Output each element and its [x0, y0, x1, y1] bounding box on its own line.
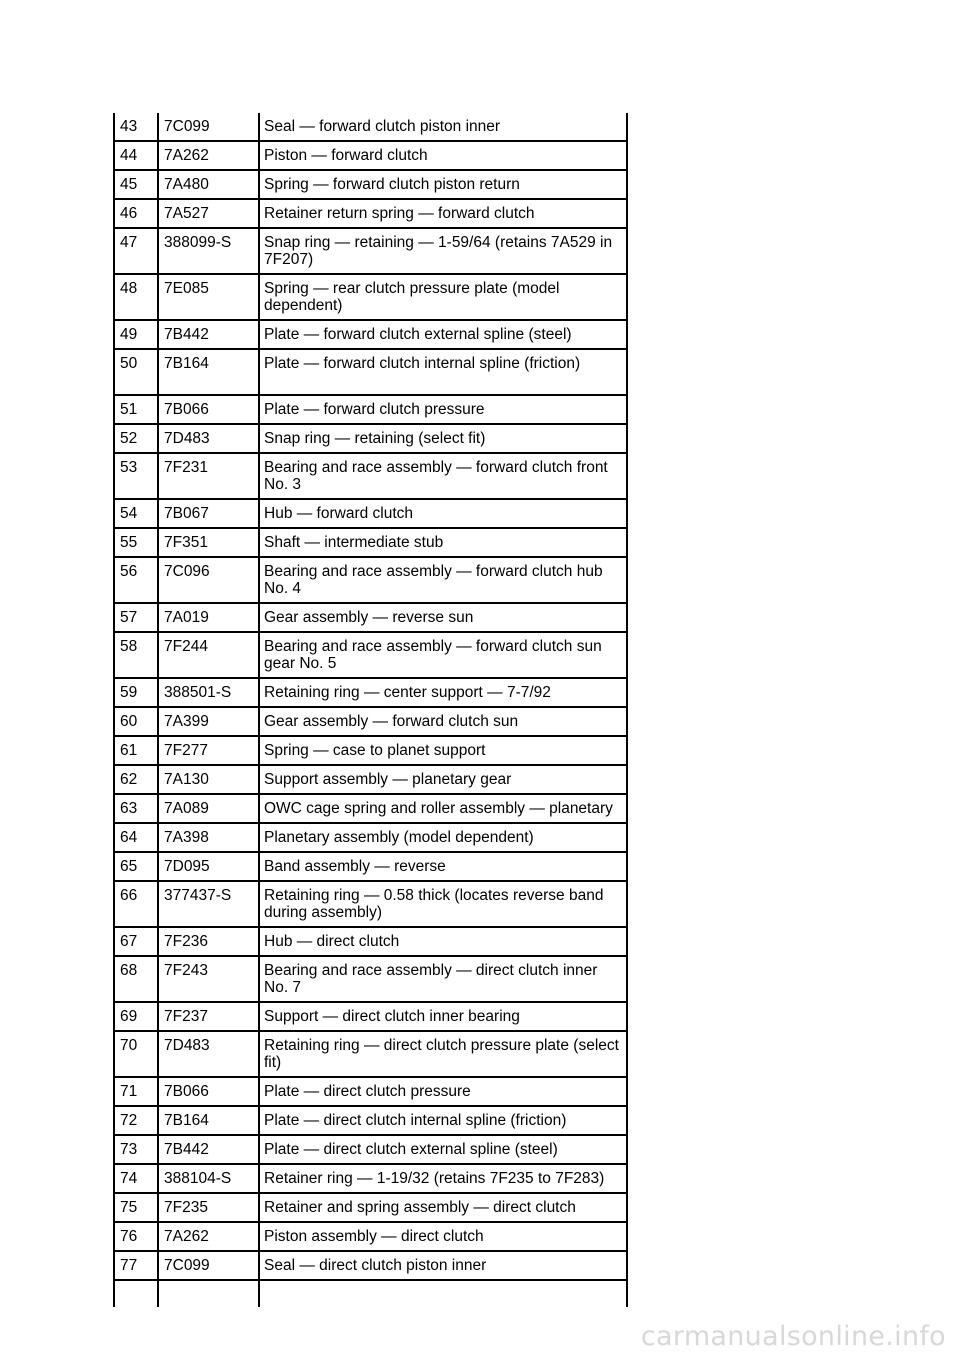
- part-number-cell: 7D095: [158, 852, 259, 881]
- part-number-cell: 7E085: [158, 274, 259, 320]
- part-number-cell: 7B442: [158, 320, 259, 349]
- part-number-cell: 7A527: [158, 199, 259, 228]
- part-number-cell: 7A089: [158, 794, 259, 823]
- description-cell: Seal — direct clutch piston inner: [259, 1251, 627, 1280]
- table-row: [114, 557, 627, 603]
- part-number-cell: 7B164: [158, 349, 259, 395]
- item-number-cell: 70: [114, 1031, 158, 1077]
- table-row: [114, 1222, 627, 1251]
- table-row: [114, 956, 627, 1002]
- part-number-cell: 7F236: [158, 927, 259, 956]
- table-row: [114, 823, 627, 852]
- table-row: [114, 852, 627, 881]
- part-number-cell: 7C096: [158, 557, 259, 603]
- item-number-cell: 73: [114, 1135, 158, 1164]
- table-row: [114, 424, 627, 453]
- table-row: [114, 678, 627, 707]
- item-number-cell: 72: [114, 1106, 158, 1135]
- item-number-cell: 58: [114, 632, 158, 678]
- item-number-cell: 68: [114, 956, 158, 1002]
- table-row: [114, 320, 627, 349]
- description-cell: Bearing and race assembly — forward clutch hub No. 4: [259, 557, 627, 603]
- part-number-cell: 7B066: [158, 395, 259, 424]
- item-number-cell: 64: [114, 823, 158, 852]
- site-watermark: carmanualsonline.info: [640, 1321, 946, 1352]
- table-row: [114, 765, 627, 794]
- table-row: [114, 453, 627, 499]
- description-cell: Retainer ring — 1-19/32 (retains 7F235 to 7F283): [259, 1164, 627, 1193]
- empty-cell: [114, 1280, 158, 1307]
- item-number-cell: 63: [114, 794, 158, 823]
- table-row: [114, 141, 627, 170]
- description-cell: Retaining ring — center support — 7-7/92: [259, 678, 627, 707]
- table-row: [114, 113, 627, 141]
- item-number-cell: 49: [114, 320, 158, 349]
- description-cell: Spring — case to planet support: [259, 736, 627, 765]
- empty-cell: [259, 1280, 627, 1307]
- description-cell: Planetary assembly (model dependent): [259, 823, 627, 852]
- description-cell: OWC cage spring and roller assembly — planetary: [259, 794, 627, 823]
- item-number-cell: 52: [114, 424, 158, 453]
- part-number-cell: 7A130: [158, 765, 259, 794]
- part-number-cell: 7A262: [158, 1222, 259, 1251]
- part-number-cell: 7A019: [158, 603, 259, 632]
- part-number-cell: 7D483: [158, 1031, 259, 1077]
- table-row: [114, 1251, 627, 1280]
- table-row: [114, 1077, 627, 1106]
- description-cell: Retaining ring — direct clutch pressure plate (select fit): [259, 1031, 627, 1077]
- item-number-cell: 77: [114, 1251, 158, 1280]
- table-row: [114, 794, 627, 823]
- part-number-cell: 7F243: [158, 956, 259, 1002]
- item-number-cell: 46: [114, 199, 158, 228]
- description-cell: Seal — forward clutch piston inner: [259, 113, 627, 141]
- description-cell: Support assembly — planetary gear: [259, 765, 627, 794]
- table-row: [114, 707, 627, 736]
- part-number-cell: 7B442: [158, 1135, 259, 1164]
- description-cell: Piston — forward clutch: [259, 141, 627, 170]
- table-row: [114, 603, 627, 632]
- parts-table-body: [114, 113, 627, 1307]
- table-row: [114, 349, 627, 395]
- part-number-cell: 7B067: [158, 499, 259, 528]
- description-cell: Shaft — intermediate stub: [259, 528, 627, 557]
- part-number-cell: 388501-S: [158, 678, 259, 707]
- item-number-cell: 55: [114, 528, 158, 557]
- part-number-cell: 7A480: [158, 170, 259, 199]
- part-number-cell: 388099-S: [158, 228, 259, 274]
- description-cell: Plate — forward clutch external spline (steel): [259, 320, 627, 349]
- item-number-cell: 56: [114, 557, 158, 603]
- table-row-empty: [114, 1280, 627, 1307]
- description-cell: Gear assembly — reverse sun: [259, 603, 627, 632]
- item-number-cell: 61: [114, 736, 158, 765]
- item-number-cell: 60: [114, 707, 158, 736]
- description-cell: Plate — forward clutch internal spline (friction): [259, 349, 627, 395]
- item-number-cell: 47: [114, 228, 158, 274]
- table-row: [114, 1031, 627, 1077]
- table-row: [114, 632, 627, 678]
- table-row: [114, 170, 627, 199]
- item-number-cell: 45: [114, 170, 158, 199]
- table-row: [114, 736, 627, 765]
- table-row: [114, 228, 627, 274]
- part-number-cell: 7A398: [158, 823, 259, 852]
- description-cell: Support — direct clutch inner bearing: [259, 1002, 627, 1031]
- item-number-cell: 59: [114, 678, 158, 707]
- description-cell: Hub — direct clutch: [259, 927, 627, 956]
- item-number-cell: 53: [114, 453, 158, 499]
- part-number-cell: 7A399: [158, 707, 259, 736]
- table-row: [114, 499, 627, 528]
- item-number-cell: 75: [114, 1193, 158, 1222]
- part-number-cell: 388104-S: [158, 1164, 259, 1193]
- part-number-cell: 7F244: [158, 632, 259, 678]
- description-cell: Spring — rear clutch pressure plate (model dependent): [259, 274, 627, 320]
- item-number-cell: 51: [114, 395, 158, 424]
- table-row: [114, 1164, 627, 1193]
- description-cell: Snap ring — retaining (select fit): [259, 424, 627, 453]
- description-cell: Retainer return spring — forward clutch: [259, 199, 627, 228]
- table-row: [114, 528, 627, 557]
- parts-table: [113, 113, 628, 1307]
- table-row: [114, 1106, 627, 1135]
- description-cell: Band assembly — reverse: [259, 852, 627, 881]
- part-number-cell: 7F277: [158, 736, 259, 765]
- table-row: [114, 199, 627, 228]
- item-number-cell: 48: [114, 274, 158, 320]
- description-cell: Gear assembly — forward clutch sun: [259, 707, 627, 736]
- item-number-cell: 74: [114, 1164, 158, 1193]
- part-number-cell: 377437-S: [158, 881, 259, 927]
- part-number-cell: 7B066: [158, 1077, 259, 1106]
- table-row: [114, 395, 627, 424]
- item-number-cell: 57: [114, 603, 158, 632]
- empty-cell: [158, 1280, 259, 1307]
- part-number-cell: 7F231: [158, 453, 259, 499]
- table-row: [114, 1193, 627, 1222]
- description-cell: Bearing and race assembly — forward clutch sun gear No. 5: [259, 632, 627, 678]
- item-number-cell: 76: [114, 1222, 158, 1251]
- table-row: [114, 927, 627, 956]
- item-number-cell: 67: [114, 927, 158, 956]
- description-cell: Bearing and race assembly — forward clutch front No. 3: [259, 453, 627, 499]
- part-number-cell: 7F237: [158, 1002, 259, 1031]
- part-number-cell: 7F235: [158, 1193, 259, 1222]
- description-cell: Plate — direct clutch internal spline (friction): [259, 1106, 627, 1135]
- description-cell: Plate — direct clutch external spline (steel): [259, 1135, 627, 1164]
- description-cell: Plate — forward clutch pressure: [259, 395, 627, 424]
- item-number-cell: 62: [114, 765, 158, 794]
- description-cell: Hub — forward clutch: [259, 499, 627, 528]
- description-cell: Bearing and race assembly — direct clutch inner No. 7: [259, 956, 627, 1002]
- item-number-cell: 71: [114, 1077, 158, 1106]
- table-row: [114, 881, 627, 927]
- item-number-cell: 54: [114, 499, 158, 528]
- description-cell: Piston assembly — direct clutch: [259, 1222, 627, 1251]
- table-row: [114, 1135, 627, 1164]
- item-number-cell: 50: [114, 349, 158, 395]
- description-cell: Spring — forward clutch piston return: [259, 170, 627, 199]
- item-number-cell: 43: [114, 113, 158, 141]
- part-number-cell: 7D483: [158, 424, 259, 453]
- table-row: [114, 1002, 627, 1031]
- table-row: [114, 274, 627, 320]
- part-number-cell: 7C099: [158, 113, 259, 141]
- description-cell: Retainer and spring assembly — direct clutch: [259, 1193, 627, 1222]
- description-cell: Retaining ring — 0.58 thick (locates reverse band during assembly): [259, 881, 627, 927]
- description-cell: Snap ring — retaining — 1-59/64 (retains 7A529 in 7F207): [259, 228, 627, 274]
- item-number-cell: 65: [114, 852, 158, 881]
- part-number-cell: 7C099: [158, 1251, 259, 1280]
- item-number-cell: 44: [114, 141, 158, 170]
- item-number-cell: 69: [114, 1002, 158, 1031]
- item-number-cell: 66: [114, 881, 158, 927]
- part-number-cell: 7F351: [158, 528, 259, 557]
- part-number-cell: 7B164: [158, 1106, 259, 1135]
- part-number-cell: 7A262: [158, 141, 259, 170]
- description-cell: Plate — direct clutch pressure: [259, 1077, 627, 1106]
